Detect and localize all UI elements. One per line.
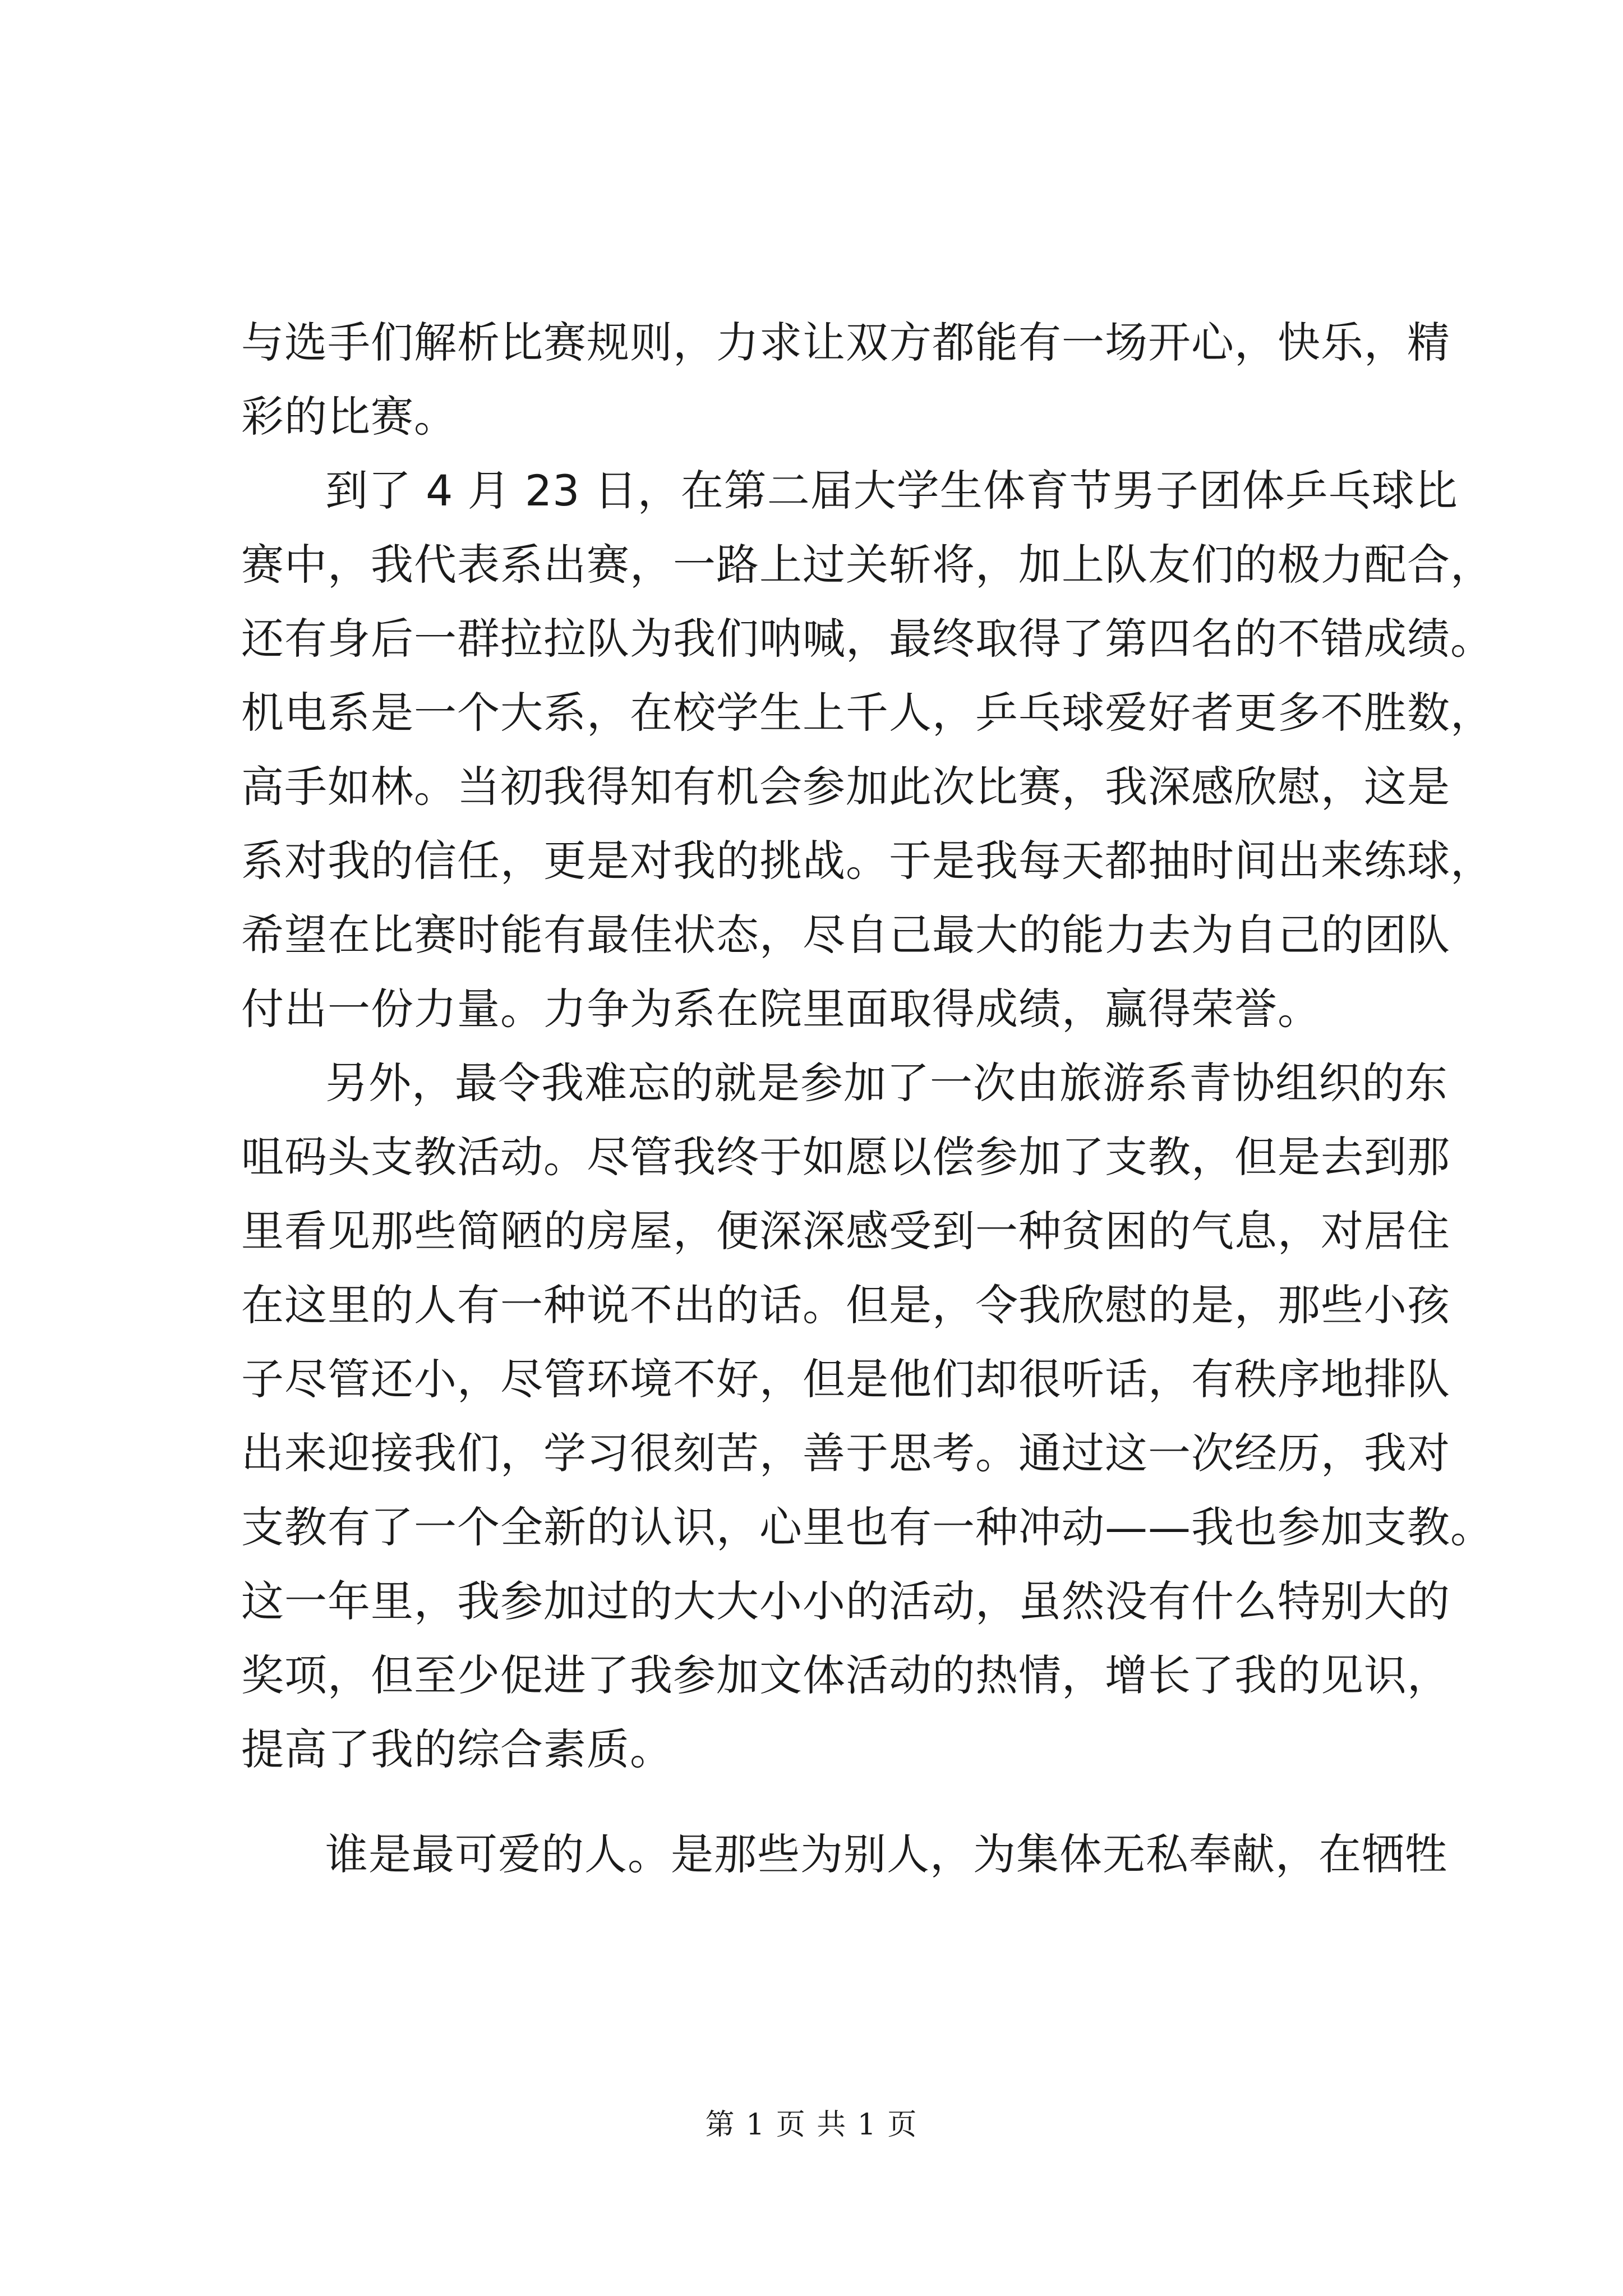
text-line: 出来迎接我们，学习很刻苦，善于思考。通过这一次经历，我对 bbox=[241, 1428, 1450, 1478]
text-line: 提高了我的综合素质。 bbox=[241, 1724, 673, 1774]
text-line: 付出一份力量。力争为系在院里面取得成绩，赢得荣誉。 bbox=[241, 984, 1321, 1034]
text-line: 与选手们解析比赛规则，力求让双方都能有一场开心，快乐，精 bbox=[241, 318, 1450, 367]
text-line: 彩的比赛。 bbox=[241, 392, 457, 441]
paragraph-start-line: 到了 4 月 23 日，在第二届大学生体育节男子团体乒乓球比 bbox=[325, 466, 1458, 516]
paragraph-start-line: 另外，最令我难忘的就是参加了一次由旅游系青协组织的东 bbox=[325, 1058, 1448, 1108]
paragraph-start-line: 谁是最可爱的人。是那些为别人，为集体无私奉献，在牺牲 bbox=[325, 1829, 1448, 1879]
text-line: 子尽管还小，尽管环境不好，但是他们却很听话，有秩序地排队 bbox=[241, 1354, 1450, 1404]
text-line: 还有身后一群拉拉队为我们呐喊，最终取得了第四名的不错成绩。 bbox=[241, 614, 1493, 664]
text-line: 咀码头支教活动。尽管我终于如愿以偿参加了支教，但是去到那 bbox=[241, 1132, 1450, 1182]
text-line: 在这里的人有一种说不出的话。但是，令我欣慰的是，那些小孩 bbox=[241, 1280, 1450, 1330]
text-line: 机电系是一个大系，在校学生上千人，乒乓球爱好者更多不胜数， bbox=[241, 688, 1493, 738]
text-line: 支教有了一个全新的认识，心里也有一种冲动——我也参加支教。 bbox=[241, 1502, 1493, 1552]
text-line: 希望在比赛时能有最佳状态，尽自己最大的能力去为自己的团队 bbox=[241, 910, 1450, 960]
text-line: 里看见那些简陋的房屋，便深深感受到一种贫困的气息，对居住 bbox=[241, 1206, 1450, 1256]
paragraph-gap bbox=[241, 1787, 1436, 1818]
text-line: 赛中，我代表系出赛，一路上过关斩将，加上队友们的极力配合， bbox=[241, 540, 1493, 590]
page-number-footer: 第 1 页 共 1 页 bbox=[705, 2108, 918, 2142]
text-line: 这一年里，我参加过的大大小小的活动，虽然没有什么特别大的 bbox=[241, 1576, 1450, 1626]
text-line: 奖项，但至少促进了我参加文体活动的热情，增长了我的见识， bbox=[241, 1650, 1450, 1700]
document-body bbox=[241, 306, 1493, 1892]
text-line: 系对我的信任，更是对我的挑战。于是我每天都抽时间出来练球， bbox=[241, 836, 1493, 886]
text-line: 高手如林。当初我得知有机会参加此次比赛，我深感欣慰，这是 bbox=[241, 762, 1450, 812]
